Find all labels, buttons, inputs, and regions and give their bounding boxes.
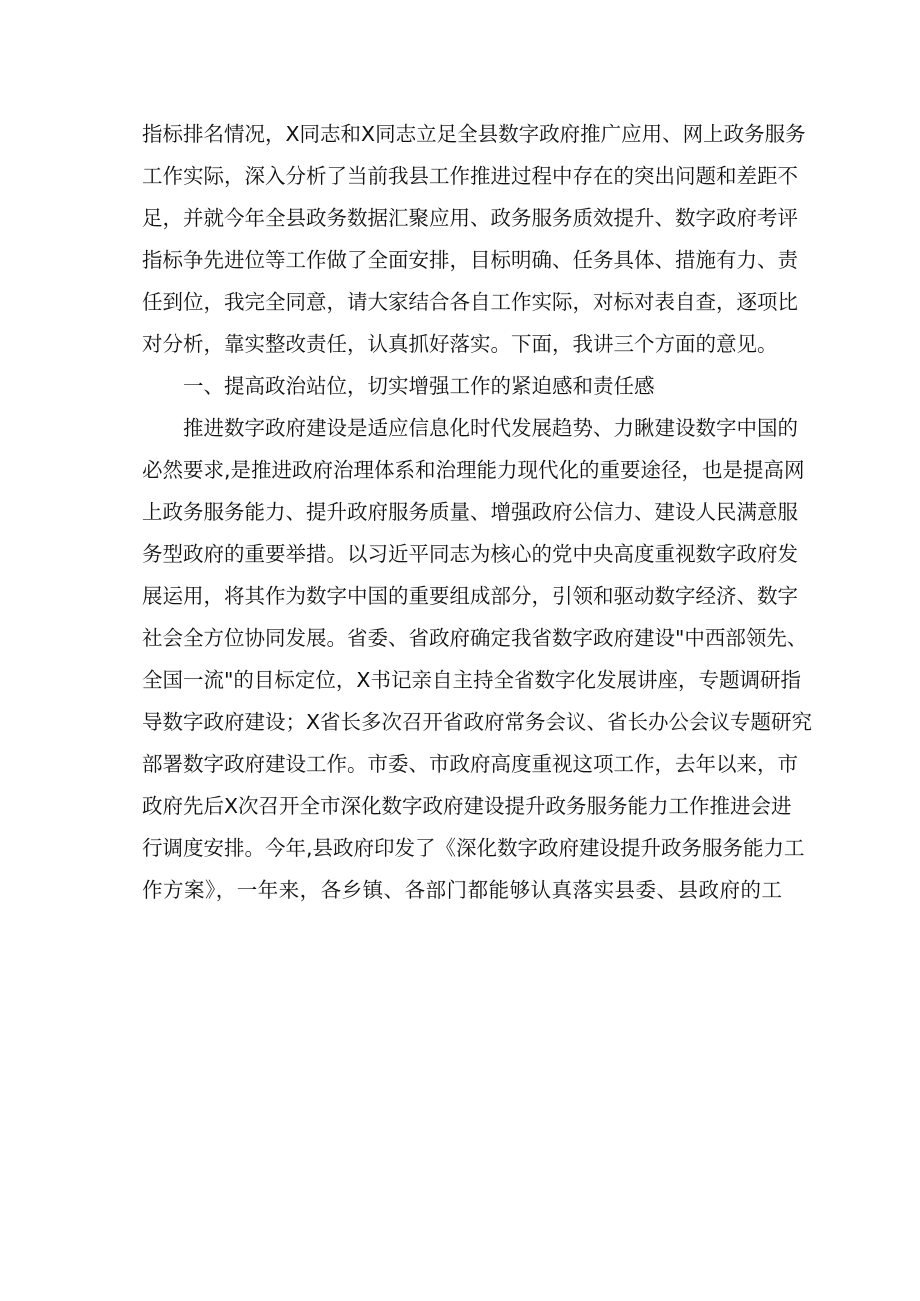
text-line-2: 工作实际，深入分析了当前我县工作推进过程中存在的突出问题和差距不 — [142, 164, 798, 188]
text-line-9: 必然要求,是推进政府治理体系和治理能力现代化的重要途径，也是提高网 — [142, 458, 805, 482]
text-line-12: 展运用，将其作为数字中国的重要组成部分，引领和驱动数字经济、数字 — [142, 584, 798, 608]
section-heading: 一、提高政治站位，切实增强工作的紧迫感和责任感 — [183, 374, 655, 398]
text-line-1: 指标排名情况，X同志和X同志立足全县数字政府推广应用、网上政务服务 — [142, 122, 806, 146]
text-line-8: 推进数字政府建设是适应信息化时代发展趋势、力瞅建设数字中国的 — [183, 416, 798, 440]
text-line-15: 导数字政府建设；X省长多次召开省政府常务会议、省长办公会议专题研究 — [142, 710, 813, 734]
text-line-5: 任到位，我完全同意，请大家结合各自工作实际，对标对表自查，逐项比 — [142, 290, 798, 314]
text-line-19: 作方案》，一年来，各乡镇、各部门都能够认真落实县委、县政府的工 — [142, 878, 782, 902]
text-line-4: 指标争先进位等工作做了全面安排，目标明确、任务具体、措施有力、责 — [142, 248, 798, 272]
text-line-16: 部署数字政府建设工作。市委、市政府高度重视这项工作，去年以来，市 — [142, 752, 798, 776]
text-line-6: 对分析，靠实整改责任，认真抓好落实。下面，我讲三个方面的意见。 — [142, 332, 778, 356]
text-line-18: 行调度安排。今年,县政府印发了《深化数字政府建设提升政务服务能力工 — [142, 836, 805, 860]
text-line-11: 务型政府的重要举措。以习近平同志为核心的党中央高度重视数字政府发 — [142, 542, 798, 566]
text-line-14: 全国一流"的目标定位，X书记亲自主持全省数字化发展讲座，专题调研指 — [142, 668, 801, 692]
text-line-10: 上政务服务能力、提升政府服务质量、增强政府公信力、建设人民满意服 — [142, 500, 798, 524]
text-line-17: 政府先后X次召开全市深化数字政府建设提升政务服务能力工作推进会进 — [142, 794, 792, 818]
text-line-3: 足，并就今年全县政务数据汇聚应用、政务服务质效提升、数字政府考评 — [142, 206, 798, 230]
text-line-13: 社会全方位协同发展。省委、省政府确定我省数字政府建设"中西部领先、 — [142, 626, 808, 650]
